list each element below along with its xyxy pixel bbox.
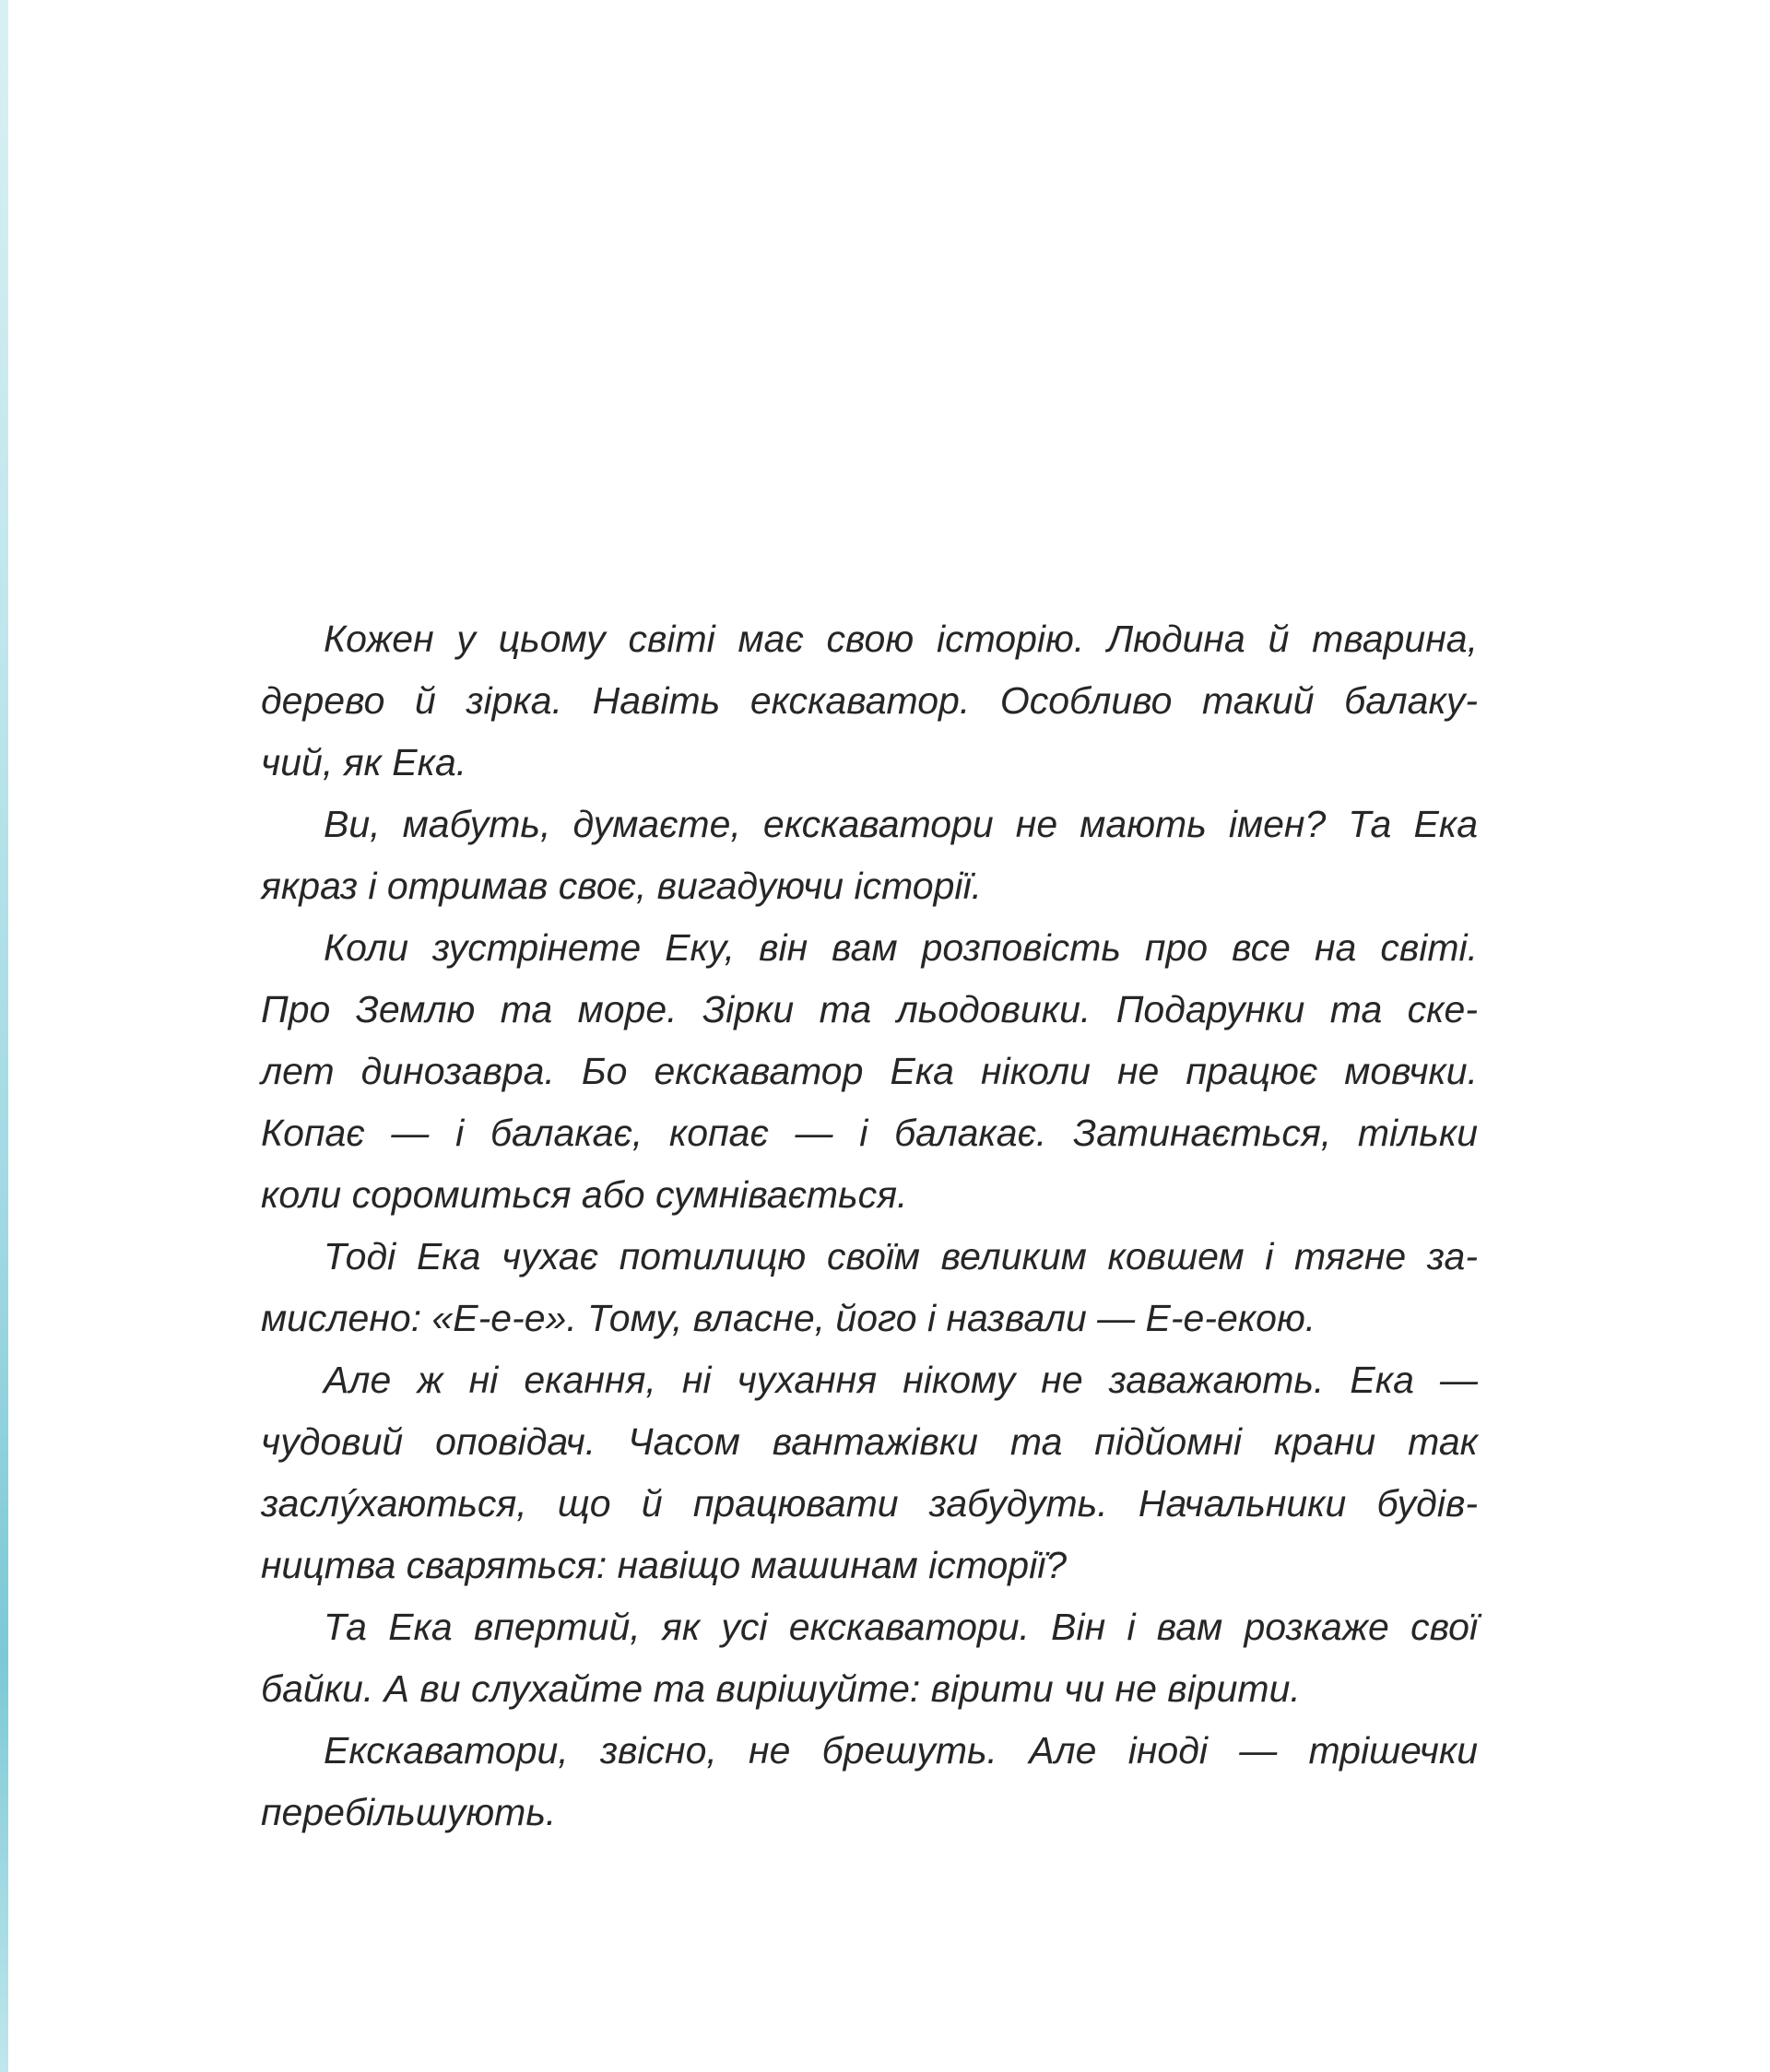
- text-line: Але ж ні екання, ні чухання нікому не заважають. Ека —: [324, 1359, 1478, 1401]
- paragraph: [261, 1226, 1478, 1349]
- text-line: лет динозавра. Бо екскаватор Ека ніколи не працює мовчки.: [261, 1050, 1478, 1092]
- text-line: Про Землю та море. Зірки та льодовики. Подарунки та ске-: [261, 988, 1478, 1030]
- text-line: Екскаватори, звісно, не брешуть. Але іноді — трішечки: [324, 1729, 1478, 1772]
- text-line: чий, як Ека.: [261, 741, 467, 783]
- paragraph: [261, 917, 1478, 1226]
- paragraph: [261, 1596, 1478, 1720]
- text-line: ництва сваряться: навіщо машинам історії?: [261, 1544, 1068, 1586]
- paragraph: [261, 794, 1478, 917]
- text-line: Та Ека впертий, як усі екскаватори. Він і вам розкаже свої: [324, 1606, 1478, 1648]
- text-line: дерево й зірка. Навіть екскаватор. Особливо такий балаку-: [261, 679, 1478, 722]
- paragraph: [261, 1349, 1478, 1596]
- text-line: мислено: «Е-е-е». Тому, власне, його і назвали — Е-е-екою.: [261, 1297, 1316, 1339]
- page-edge-decoration: [0, 0, 8, 2072]
- text-line: байки. А ви слухайте та вирішуйте: вірити чи не вірити.: [261, 1667, 1301, 1710]
- text-line: чудовий оповідач. Часом вантажівки та підйомні крани так: [261, 1420, 1478, 1463]
- text-line: Тоді Ека чухає потилицю своїм великим ковшем і тягне за-: [324, 1235, 1478, 1277]
- paragraph: [261, 1720, 1478, 1843]
- text-line: Копає — і балакає, копає — і балакає. Затинається, тільки: [261, 1112, 1478, 1154]
- story-text: [261, 608, 1478, 1843]
- paragraph: [261, 608, 1478, 794]
- text-line: заслýхаються, що й працювати забудуть. Начальники будів-: [261, 1482, 1478, 1525]
- text-line: перебільшують.: [261, 1791, 557, 1833]
- text-line: якраз і отримав своє, вигадуючи історії.: [261, 865, 983, 907]
- text-line: Коли зустрінете Еку, він вам розповість про все на світі.: [324, 926, 1478, 969]
- text-line: Ви, мабуть, думаєте, екскаватори не мають імен? Та Ека: [324, 803, 1478, 845]
- text-line: коли соромиться або сумнівається.: [261, 1173, 908, 1216]
- text-line: Кожен у цьому світі має свою історію. Людина й тварина,: [324, 618, 1478, 660]
